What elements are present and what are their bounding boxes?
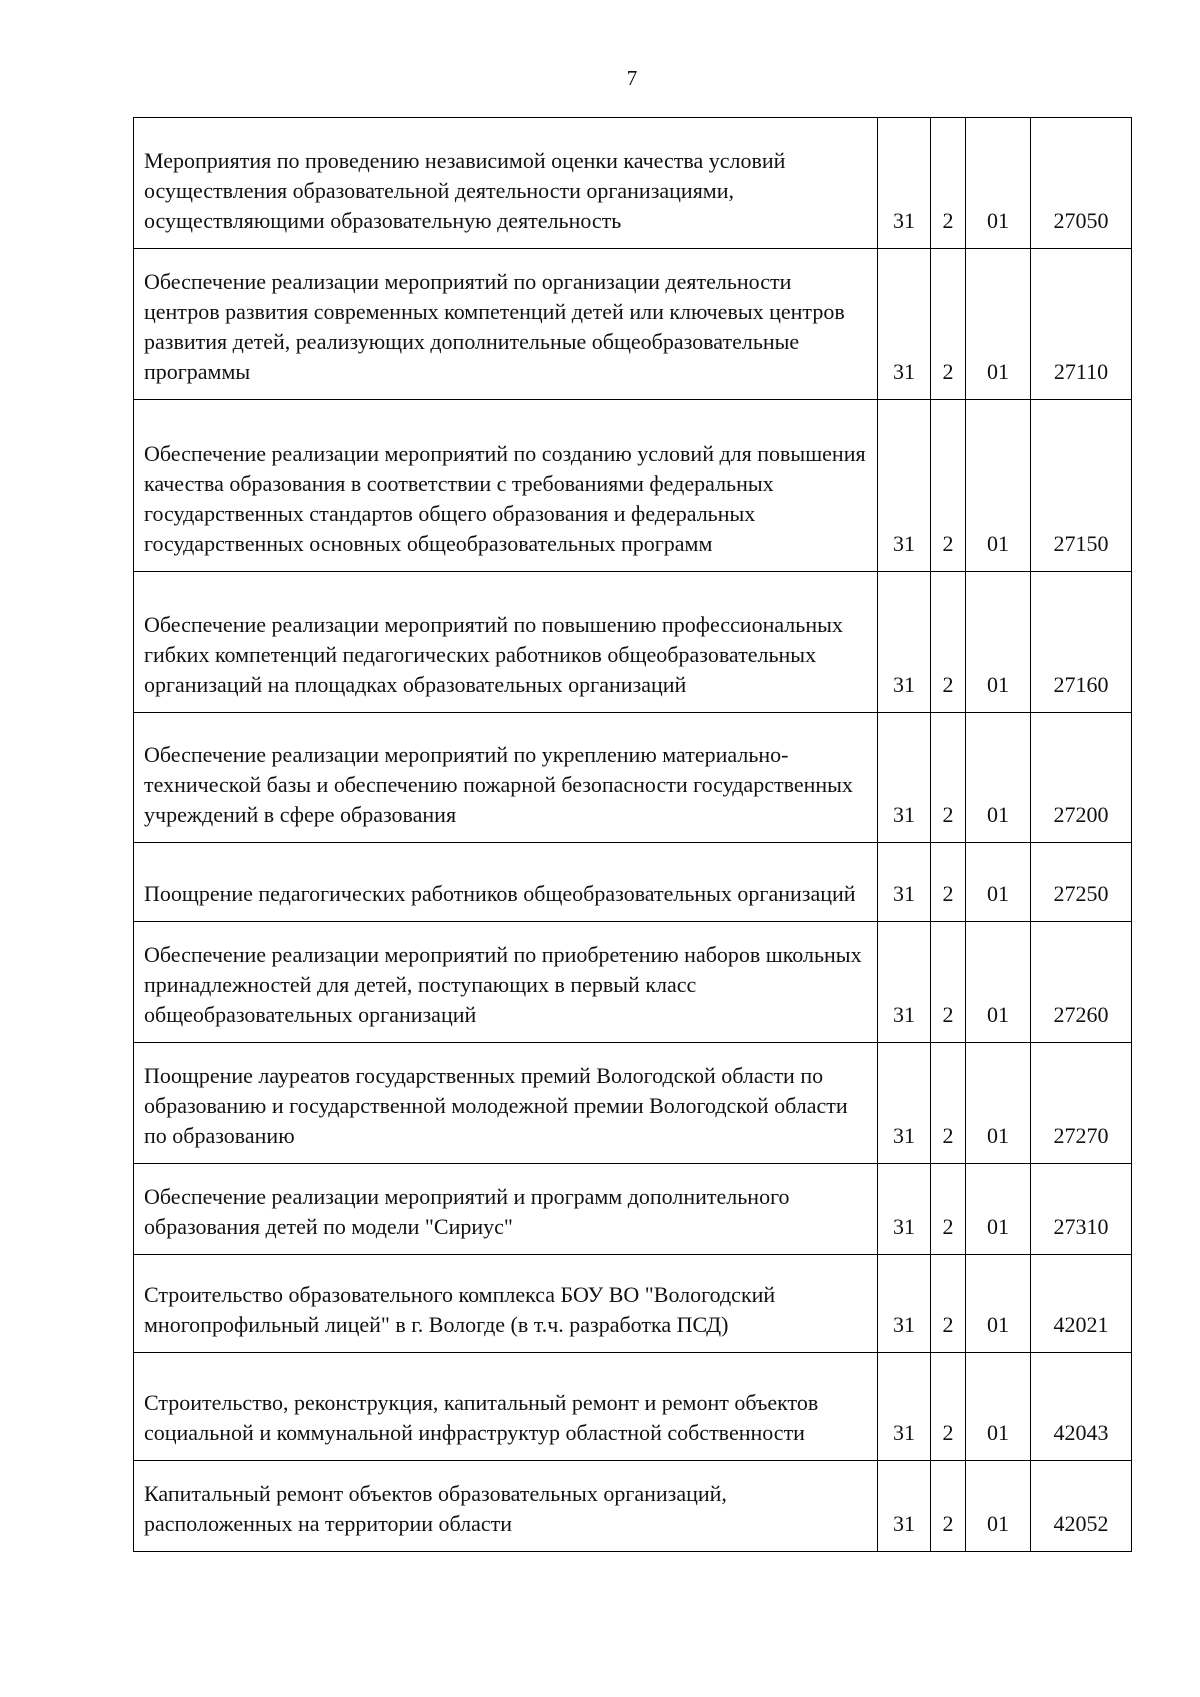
program-code: 31 [878,922,931,1043]
subprogram-code: 2 [931,1164,966,1255]
page-number: 7 [626,66,638,90]
row-name: Обеспечение реализации мероприятий и программ дополнительного образования детей по модели "Сириус" [134,1164,878,1255]
row-name: Поощрение педагогических работников общеобразовательных организаций [134,843,878,922]
activity-code: 01 [966,1164,1031,1255]
row-name: Обеспечение реализации мероприятий по созданию условий для повышения качества образования в соответствии с требованиями федеральных государственных стандартов общего образования и федеральных государственных основных общеобразовательных программ [134,400,878,572]
table-row [134,1461,1132,1552]
activity-code: 01 [966,1255,1031,1353]
direction-code: 27250 [1031,843,1132,922]
subprogram-code: 2 [931,249,966,400]
subprogram-code: 2 [931,1461,966,1552]
table-row [134,1164,1132,1255]
table-row [134,922,1132,1043]
activity-code: 01 [966,1043,1031,1164]
table-row [134,118,1132,249]
program-code: 31 [878,1164,931,1255]
subprogram-code: 2 [931,572,966,713]
direction-code: 27270 [1031,1043,1132,1164]
direction-code: 27150 [1031,400,1132,572]
program-code: 31 [878,1353,931,1461]
activity-code: 01 [966,572,1031,713]
subprogram-code: 2 [931,922,966,1043]
activity-code: 01 [966,922,1031,1043]
table-row [134,572,1132,713]
table-row [134,249,1132,400]
activity-code: 01 [966,843,1031,922]
row-name: Строительство, реконструкция, капитальный ремонт и ремонт объектов социальной и коммунальной инфраструктур областной собственности [134,1353,878,1461]
direction-code: 27200 [1031,713,1132,843]
row-name: Мероприятия по проведению независимой оценки качества условий осуществления образовательной деятельности организациями, осуществляющими образовательную деятельность [134,118,878,249]
row-name: Обеспечение реализации мероприятий по приобретению наборов школьных принадлежностей для детей, поступающих в первый класс общеобразовательных организаций [134,922,878,1043]
row-name: Капитальный ремонт объектов образовательных организаций, расположенных на территории области [134,1461,878,1552]
subprogram-code: 2 [931,1255,966,1353]
row-name: Строительство образовательного комплекса БОУ ВО "Вологодский многопрофильный лицей" в г. Вологде (в т.ч. разработка ПСД) [134,1255,878,1353]
direction-code: 42043 [1031,1353,1132,1461]
activity-code: 01 [966,1461,1031,1552]
table-row [134,1255,1132,1353]
table-row [134,1353,1132,1461]
activity-code: 01 [966,713,1031,843]
activity-code: 01 [966,249,1031,400]
subprogram-code: 2 [931,1043,966,1164]
direction-code: 42052 [1031,1461,1132,1552]
table-row [134,1043,1132,1164]
direction-code: 27310 [1031,1164,1132,1255]
row-name: Обеспечение реализации мероприятий по организации деятельности центров развития современных компетенций детей или ключевых центров развития детей, реализующих дополнительные общеобразовательные программы [134,249,878,400]
activity-code: 01 [966,400,1031,572]
subprogram-code: 2 [931,400,966,572]
subprogram-code: 2 [931,713,966,843]
program-code: 31 [878,400,931,572]
program-code: 31 [878,713,931,843]
program-code: 31 [878,843,931,922]
program-code: 31 [878,118,931,249]
program-code: 31 [878,1461,931,1552]
program-code: 31 [878,249,931,400]
subprogram-code: 2 [931,843,966,922]
direction-code: 27050 [1031,118,1132,249]
row-name: Обеспечение реализации мероприятий по повышению профессиональных гибких компетенций педагогических работников общеобразовательных организаций на площадках образовательных организаций [134,572,878,713]
direction-code: 27110 [1031,249,1132,400]
table-row [134,843,1132,922]
row-name: Поощрение лауреатов государственных премий Вологодской области по образованию и государственной молодежной премии Вологодской области по образованию [134,1043,878,1164]
table-row [134,400,1132,572]
table-row [134,713,1132,843]
subprogram-code: 2 [931,1353,966,1461]
row-name: Обеспечение реализации мероприятий по укреплению материально-технической базы и обеспечению пожарной безопасности государственных учреждений в сфере образования [134,713,878,843]
direction-code: 27260 [1031,922,1132,1043]
program-code: 31 [878,572,931,713]
direction-code: 42021 [1031,1255,1132,1353]
activity-code: 01 [966,1353,1031,1461]
subprogram-code: 2 [931,118,966,249]
activity-code: 01 [966,118,1031,249]
program-code: 31 [878,1043,931,1164]
program-code: 31 [878,1255,931,1353]
direction-code: 27160 [1031,572,1132,713]
budget-code-table [133,117,1132,1552]
